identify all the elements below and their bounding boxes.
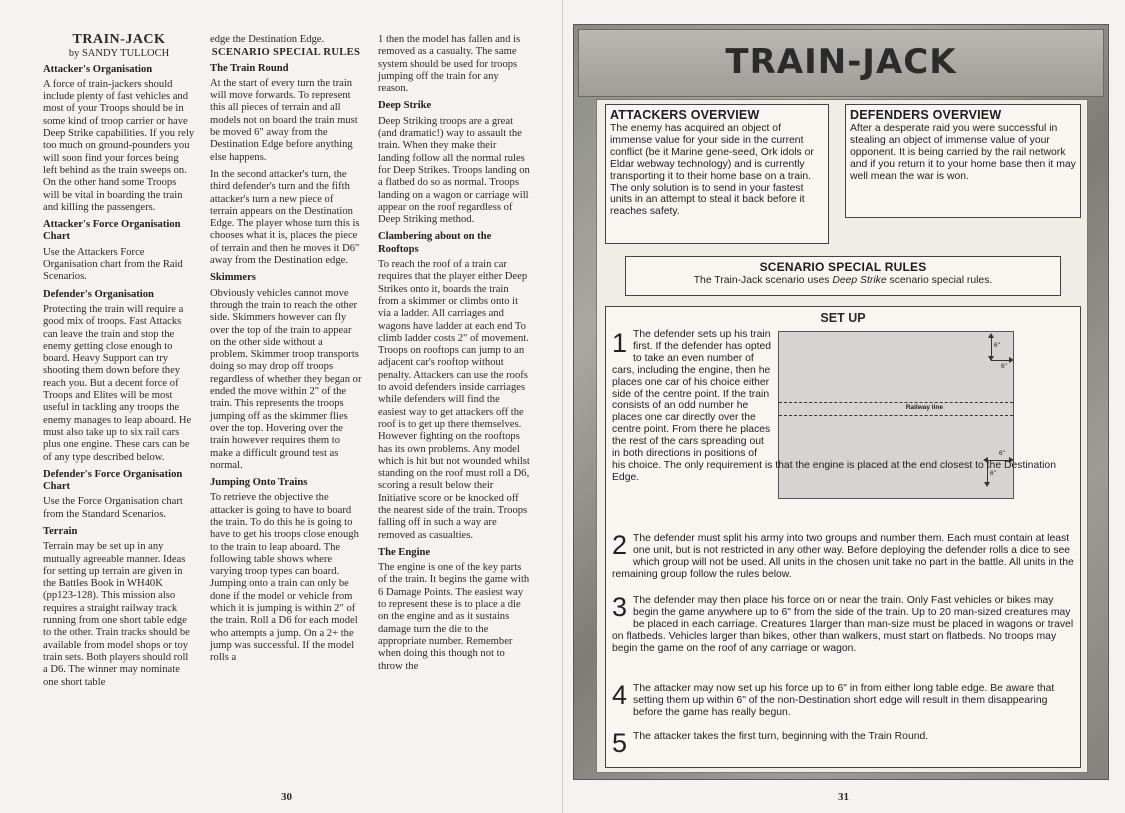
- section-heading: Defender's Force Organisation Chart: [43, 468, 183, 493]
- column-2: [210, 34, 362, 670]
- attackers-overview-text: The enemy has acquired an object of immense value for your side in the current conflict (be it Marine gene-seed, Ork idols or Eldar webway technology) and is currently transporting it to their home base on a train. The only solution is to send in your fastest units in an attempt to steal it back before it reaches safety.: [610, 123, 814, 218]
- step-text: The defender may then place his force on or near the train. Only Fast vehicles or bikes may begin the game anywhere up to 6" from the side of the train. Up to 20 man-sized creatures may be placed in each carriage. Creatures 1larger than man-size must be placed in wagons or travel on flatbeds. Vehicles larger than bikes, other than walkers, must start on flatbeds. No troops may begin the game on the roof of any carriage or wagon.: [612, 595, 1074, 654]
- page-title: TRAIN-JACK: [725, 42, 957, 82]
- step-number: 1: [612, 328, 628, 358]
- step-text: The defender sets up his train first. If the defender has opted to take an even number of cars, including the engine, then he places one car of his choice either side of the centre point. If the train consists of an odd number he places one car directly over the centre point. From there he places the rest of the cars spreading out in both directions in positions of: [612, 329, 772, 460]
- scenario-rules-text: [626, 274, 1060, 288]
- section-heading: Skimmers: [210, 272, 256, 284]
- scenario-rules-title: SCENARIO SPECIAL RULES: [759, 260, 927, 274]
- step-number: 5: [612, 728, 628, 758]
- paragraph: A force of train-jackers should include plenty of fast vehicles and most of your Troops should be in some kind of troop carrier or have Deep Strike capabilities. If you rely too much on ground-pounders you will soon find your forces being left behind as the train sweeps on. On the other hand some Troops will be vital in boarding the train and killing the passengers.: [43, 78, 195, 213]
- section-heading: The Train Round: [210, 62, 289, 74]
- setup-step-1: [612, 329, 1074, 484]
- page-number: 30: [281, 791, 292, 803]
- paragraph: Use the Force Organisation chart from the Standard Scenarios.: [43, 496, 183, 520]
- setup-box: [605, 306, 1081, 768]
- paragraph: Deep Striking troops are a great (and dramatic!) way to assault the train. When they make their landing follow all the normal rules for Deep Strikes. Troops landing on a flatbed do so as normal. Troops landing on a wagon or carriage will appear on the roof regardless of Deep Striking method.: [378, 115, 530, 226]
- step-text: The defender must split his army into two groups and number them. Each must contain at least one unit, but is not restricted in any other way. Before deploying the defender rolls a dice to see which group will not be used. All units in the chosen unit take no part in the battle. All units in the remaining group follow the rules below.: [612, 533, 1074, 580]
- page-number: 31: [838, 791, 849, 803]
- attackers-overview-title: ATTACKERS OVERVIEW: [610, 108, 760, 122]
- setup-title: SET UP: [820, 311, 866, 325]
- dimension-label: 6": [999, 450, 1005, 457]
- column-3: [378, 34, 530, 678]
- defenders-overview-text: After a desperate raid you were successful in stealing an object of immense value of your opponent. It is being carried by the rail network and if you return it to your home base then it may well mean the war is won.: [850, 123, 1076, 182]
- step-text-continued: his choice. The only requirement is that the engine is placed at the end closest to the Destination Edge.: [612, 459, 1056, 483]
- scenario-rules-text-before: The Train-Jack scenario uses: [693, 275, 833, 286]
- byline: by SANDY TULLOCH: [68, 48, 170, 60]
- scenario-rules-box: [625, 256, 1061, 296]
- setup-step-3: [612, 592, 1074, 655]
- setup-step-1-narrow: [612, 329, 772, 460]
- paragraph: Protecting the train will require a good mix of troops. Fast Attacks can leave the train and stop the enemy getting close enough to board. Heavy Support can try shooting them down before they reach you. But a decent force of Troops and Elites will be most useful in tackling any troops the enemy manages to leap aboard. He must also take up to six rail cars plus one engine. These cars can be of any type described below.: [43, 303, 192, 463]
- railway-label: Railway line: [905, 404, 943, 411]
- stone-frame: [573, 24, 1109, 780]
- title-banner: [578, 29, 1104, 97]
- paragraph: Use the Attackers Force Organisation chart from the Raid Scenarios.: [43, 246, 183, 283]
- section-heading: Attacker's Force Organisation Chart: [43, 219, 181, 243]
- paragraph: To reach the roof of a train car requires that the player either Deep Strikes onto it, boards the train from a skimmer or climbs onto it via a ladder. All carriages and wagons have ladder at each end To climb ladder costs 2" of movement. Troops on rooftops can jump to an adjacent car's rooftop without penalty. Attackers can use the roofs to avoid defenders inside carriages while defenders will find the easiest way to get attackers off the roof is to get up there themselves. However fighting on the rooftops has its own problems. Any model which is hit but not wounded whilst standing on the roof must roll a D6, scoring a result below their Initiative score or be knocked off the nearest side of the train. Troops falling off in such a way are removed as casualties.: [378, 259, 530, 541]
- step-number: 3: [612, 592, 628, 622]
- scenario-rules-text-after: scenario special rules.: [886, 275, 993, 286]
- paragraph: Terrain may be set up in any mutually agreeable manner. Ideas for setting up terrain are given in the Battles Book in WH40K (pp123-128). This mission also requires a straight railway track running from one short table edge to the other. Train tracks should be available from model shops or toy train sets. Both players should roll a D6. The winner may nominate one short table: [43, 541, 190, 688]
- section-heading: Defender's Organisation: [43, 288, 154, 300]
- step-number: 4: [612, 680, 628, 710]
- setup-step-4: [612, 680, 1074, 719]
- section-heading: Terrain: [43, 525, 78, 537]
- setup-step-5: [612, 728, 1074, 758]
- paragraph: To retrieve the objective the attacker is going to have to board the train. To do this he is going to have to get his troops close enough to the train to leap aboard. The following table shows where varying troop types can board. Jumping onto a train can only be done if the model or vehicle from which it is jumping is within 2" of the train. Roll a D6 for each model who attempts a jump. On a 2+ the jump was successful. If the model rolls a: [210, 492, 359, 664]
- step-text: The attacker may now set up his force up to 6" in from either long table edge. Be aware that setting them up within 6" of the non-Destination short edge will result in them disappearing before the game has really begun.: [633, 683, 1055, 718]
- section-kicker: SCENARIO SPECIAL RULES: [211, 47, 361, 59]
- dimension-label: 6": [994, 342, 1000, 349]
- article-title: TRAIN-JACK: [72, 32, 166, 47]
- step-number: 2: [612, 530, 628, 560]
- section-heading: Clambering about on the Rooftops: [378, 231, 492, 255]
- defenders-overview-box: [845, 104, 1081, 218]
- step-text: The attacker takes the first turn, beginning with the Train Round.: [633, 731, 929, 742]
- setup-step-2: [612, 530, 1074, 581]
- section-heading: Jumping Onto Trains: [210, 477, 308, 489]
- scenario-rules-text-em: Deep Strike: [832, 275, 887, 286]
- right-page: [563, 0, 1125, 813]
- defenders-overview-title: DEFENDERS OVERVIEW: [850, 108, 1002, 122]
- paragraph: At the start of every turn the train will move forwards. To represent this all pieces of terrain and all models not on board the train must be moved 6" away from the Destination Edge before anything else happens.: [210, 77, 358, 163]
- section-heading: The Engine: [378, 546, 431, 558]
- dimension-label: 6": [990, 470, 996, 477]
- section-heading: Attacker's Organisation: [43, 63, 153, 75]
- attackers-overview-box: [605, 104, 829, 244]
- dimension-label: 6": [1001, 363, 1007, 370]
- paragraph: In the second attacker's turn, the third defender's turn and the fifth attacker's turn a new piece of terrain appears on the Destination Edge. The player whose turn this is chooses what it is, places the piece of terrain and then he moves it D6" away from the Destination edge.: [210, 168, 360, 267]
- paragraph: edge the Destination Edge.: [210, 34, 325, 45]
- column-1: [43, 34, 195, 694]
- scenario-panel: [596, 99, 1088, 773]
- paragraph: 1 then the model has fallen and is removed as a casualty. The same system should be used for troops jumping off the train for any reason.: [378, 34, 521, 95]
- section-heading: Deep Strike: [378, 100, 432, 112]
- paragraph: Obviously vehicles cannot move through the train to reach the other side. Skimmers however can fly over the top of the train to appear on the other side without a problem. Skimmer troop transports doing so may drop off troops regardless of whether they began or ended the move within 2" of the train. This represents the troops jumping off as the skimmer flies over the top. Hovering over the train however requires them to make a difficult ground test as normal.: [210, 287, 362, 471]
- paragraph: The engine is one of the key parts of the train. It begins the game with 6 Damage Points. The easiest way to represent these is to place a die on the engine and as it sustains damage turn the die to the appropriate number. Remember when doing this though not to throw the: [378, 562, 530, 672]
